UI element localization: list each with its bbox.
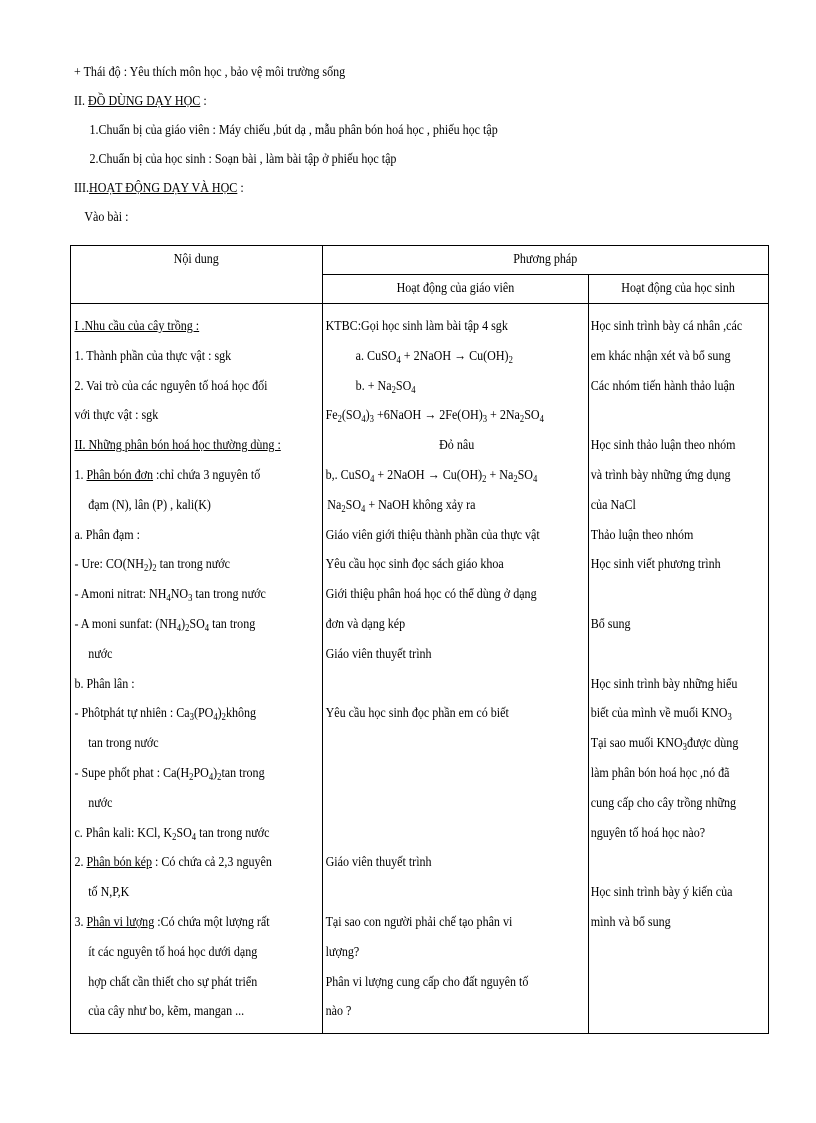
- header-method: Phương pháp: [513, 252, 578, 267]
- student-line: của NaCl: [590, 497, 636, 513]
- student-line: Các nhóm tiến hành thảo luận: [590, 378, 735, 394]
- student-line: [589, 848, 743, 878]
- student-line: mình và bổ sung: [590, 914, 671, 930]
- student-line: nguyên tố hoá học nào?: [590, 825, 706, 841]
- content-line: - A moni sunfat: $(NH_4)_2SO_4$ tan trong: [74, 616, 256, 634]
- student-line: Học sinh trình bày cá nhân ,các: [590, 319, 743, 334]
- content-line: b. Phân lân :: [74, 676, 135, 692]
- teacher-preparation-line: 1.Chuẩn bị của giáo viên : Máy chiếu ,bút dạ , mẫu phân bón hoá học , phiếu học tập: [89, 123, 498, 138]
- header-student: Hoạt động của học sinh: [621, 281, 736, 296]
- section-3-heading: [74, 174, 676, 203]
- header-student-cell: [589, 275, 769, 304]
- content-line: a. Phân đạm :: [74, 527, 140, 543]
- student-activity-column: [589, 304, 769, 1034]
- content-line: 1. Phân bón đơn :chỉ chứa 3 nguyên tố: [74, 467, 261, 483]
- section-3-title: HOẠT ĐỘNG DẠY VÀ HỌC: [89, 181, 238, 196]
- student-line: [589, 997, 743, 1027]
- content-line: tan trong nước: [88, 736, 159, 752]
- student-line: em khác nhận xét và bổ sung: [590, 348, 731, 364]
- attitude-line: + Thái độ : Yêu thích môn học , bảo vệ môi trường sống: [74, 65, 346, 80]
- header-content: Nội dung: [173, 252, 220, 267]
- teacher-line: [323, 878, 551, 908]
- student-line: làm phân bón hoá học ,nó đã: [590, 765, 730, 781]
- teacher-line: Đỏ nâu: [439, 438, 475, 454]
- teacher-line: $Fe_2(SO_4)_3$ +6NaOH → $2Fe(OH)_3 + 2Na_2SO_4$: [325, 408, 544, 426]
- header-teacher: Hoạt động của giáo viên: [396, 281, 515, 296]
- student-line: [589, 580, 743, 610]
- content-line: - Ure: $CO(NH_2)_2$ tan trong nước: [74, 557, 231, 575]
- header-content-cell: [71, 246, 323, 304]
- content-line: - Amoni nitrat: $NH_4NO_3$ tan trong nước: [74, 587, 266, 605]
- teacher-line: [323, 759, 551, 789]
- teacher-line: b. + $Na_2SO_4$: [355, 378, 416, 396]
- teacher-line: Yêu cầu học sinh đọc sách giáo khoa: [325, 557, 504, 573]
- student-line: [589, 401, 743, 431]
- section-2-heading: [74, 87, 676, 116]
- content-line: - Supe phốt phat : $Ca(H_2PO_4)_2\tan$ trong: [74, 765, 265, 783]
- student-line: biết của mình về muối $KNO_3$: [590, 706, 732, 724]
- content-line: nước: [88, 795, 113, 811]
- teacher-line: lượng?: [325, 944, 360, 960]
- content-column: [71, 304, 323, 1034]
- student-line: Học sinh thảo luận theo nhóm: [590, 438, 736, 454]
- teacher-line: Giới thiệu phân hoá học có thể dùng ở dạng: [325, 587, 537, 603]
- content-line: 2. Phân bón kép : Có chứa cả 2,3 nguyên: [74, 855, 272, 871]
- section-2-title: ĐỒ DÙNG DẠY HỌC: [88, 94, 201, 109]
- teacher-activity-column: [323, 304, 589, 1034]
- section-3-colon: :: [237, 181, 244, 196]
- header-method-cell: [323, 246, 769, 275]
- content-line: 1. Thành phần của thực vật : sgk: [74, 348, 232, 364]
- teacher-line: Tại sao con người phải chế tạo phân vi: [325, 914, 513, 930]
- content-line: tố N,P,K: [88, 885, 130, 901]
- teacher-line: [323, 670, 551, 700]
- content-line: ít các nguyên tố hoá học dưới dạng: [88, 944, 258, 960]
- teacher-line: Giáo viên giới thiệu thành phần của thực vật: [325, 527, 540, 543]
- content-line: đạm (N), lân (P) , kali(K): [88, 497, 211, 513]
- header-teacher-cell: [323, 275, 589, 304]
- teacher-line: nào ?: [325, 1004, 352, 1020]
- teacher-line: [323, 729, 551, 759]
- student-line: cung cấp cho cây trồng những: [590, 795, 737, 811]
- content-line: II. Những phân bón hoá học thường dùng :: [74, 438, 281, 454]
- teacher-line: a. CuSO$_4$ + 2NaOH → $Cu(OH)_2$: [355, 348, 513, 366]
- section-2-colon: :: [200, 94, 207, 109]
- content-line: của cây như bo, kẽm, mangan ...: [88, 1004, 245, 1020]
- content-line: I .Nhu cầu của cây trồng :: [74, 319, 200, 334]
- teacher-line: Yêu cầu học sinh đọc phần em có biết: [325, 706, 509, 722]
- teacher-line: đơn và dạng kép: [325, 616, 406, 632]
- section-3-number: III.: [74, 181, 90, 196]
- lesson-table: [70, 245, 769, 1034]
- student-preparation-line: 2.Chuẩn bị của học sinh : Soạn bài , làm bài tập ở phiếu học tập: [89, 152, 397, 167]
- student-line: [589, 640, 743, 670]
- teacher-line: [323, 789, 551, 819]
- intro-block: [74, 58, 774, 232]
- teacher-line: Giáo viên thuyết trình: [325, 855, 432, 871]
- content-line: c. Phân kali: KCl, $K_2SO_4$ tan trong nước: [74, 825, 270, 843]
- student-line: Học sinh viết phương trình: [590, 557, 721, 573]
- content-line: 2. Vai trò của các nguyên tố hoá học đối: [74, 378, 268, 394]
- section-2-number: II.: [74, 94, 89, 109]
- teacher-line: Phân vi lượng cung cấp cho đất nguyên tố: [325, 974, 529, 990]
- content-line: nước: [88, 646, 113, 662]
- student-line: [589, 938, 743, 968]
- student-line: Học sinh trình bày ý kiến của: [590, 885, 733, 901]
- teacher-line: KTBC:Gọi học sinh làm bài tập 4 sgk: [325, 319, 508, 334]
- content-line: 3. Phân vi lượng :Có chứa một lượng rất: [74, 914, 270, 930]
- student-line: Tại sao muối $KNO_3được$ dùng: [590, 736, 739, 754]
- teacher-line: Giáo viên thuyết trình: [325, 646, 432, 662]
- content-line: hợp chất cần thiết cho sự phát triển: [88, 974, 258, 990]
- teacher-line: b,. CuSO$_4$ + 2NaOH → $Cu(OH)_2 + Na_2SO_4$: [325, 467, 538, 485]
- content-line: với thực vật : sgk: [74, 408, 159, 424]
- content-line: - Phôtphát tự nhiên : $Ca_3(PO_4)_2không$: [74, 706, 257, 724]
- student-line: [589, 968, 743, 998]
- student-line: Học sinh trình bày những hiểu: [590, 676, 738, 692]
- teacher-line: $Na_2SO_4$ + NaOH không xảy ra: [327, 497, 476, 515]
- student-line: Thảo luận theo nhóm: [590, 527, 694, 543]
- student-line: Bổ sung: [590, 616, 631, 632]
- lesson-intro-line: Vào bài :: [84, 210, 129, 225]
- student-line: và trình bày những ứng dụng: [590, 467, 731, 483]
- teacher-line: [323, 819, 551, 849]
